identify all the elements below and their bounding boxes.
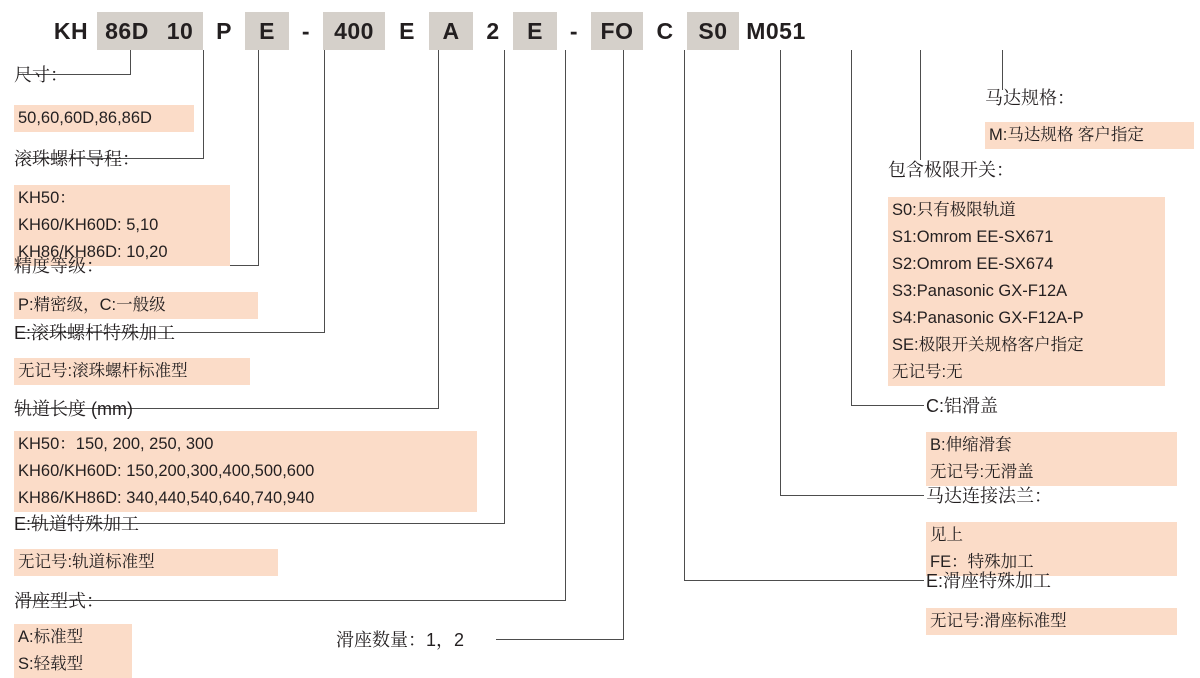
- callout-limit-switch-value-0: S0:只有极限轨道: [888, 197, 1165, 224]
- callout-limit-switch-value-5: SE:极限开关规格客户指定: [888, 332, 1165, 359]
- callout-motor-flange-heading: 马达连接法兰：: [926, 486, 1052, 506]
- callout-rail-length-value-2: KH86/KH86D: 340,440,540,640,740,940: [14, 485, 477, 512]
- leader-line-screw-special-v: [324, 50, 325, 332]
- leader-line-limit-switch-v: [920, 50, 921, 160]
- callout-screw-special-value-0: 无记号:滚珠螺杆标准型: [14, 358, 250, 385]
- callout-slider-count-heading: 滑座数量：1，2: [336, 630, 465, 650]
- callout-slider-special-value-0: 无记号:滑座标准型: [926, 608, 1177, 635]
- leader-line-slider-count-v: [623, 50, 624, 639]
- code-cell-10: E: [513, 12, 557, 50]
- code-cell-2: 10: [157, 12, 203, 50]
- callout-size-value-0: 50,60,60D,86,86D: [14, 105, 194, 132]
- leader-line-motor-flange-v: [780, 50, 781, 495]
- callout-cover-heading: C:铝滑盖: [926, 396, 998, 416]
- leader-line-slider-special-h: [684, 580, 924, 581]
- code-cell-15: M051: [739, 12, 813, 50]
- code-cell-14: S0: [687, 12, 739, 50]
- callout-slider-type-value-0: A:标准型: [14, 624, 132, 651]
- leader-line-motor-flange-h: [780, 495, 924, 496]
- leader-line-slider-type-v: [565, 50, 566, 600]
- callout-limit-switch-value-3: S3:Panasonic GX-F12A: [888, 278, 1165, 305]
- callout-rail-special-value-0: 无记号:轨道标准型: [14, 549, 278, 576]
- leader-line-accuracy-v: [258, 50, 259, 265]
- callout-slider-special-heading: E:滑座特殊加工: [926, 571, 1052, 591]
- part-number-code-bar: [45, 12, 813, 50]
- callout-screw-special-heading: E:滚珠螺杆特殊加工: [14, 323, 176, 343]
- callout-rail-length-value-1: KH60/KH60D: 150,200,300,400,500,600: [14, 458, 477, 485]
- code-cell-8: A: [429, 12, 473, 50]
- callout-lead-value-1: KH60/KH60D: 5,10: [14, 212, 230, 239]
- callout-limit-switch-value-2: S2:Omrom EE-SX674: [888, 251, 1165, 278]
- leader-line-cover-h: [851, 405, 924, 406]
- callout-motor-spec-heading: 马达规格：: [985, 88, 1075, 108]
- callout-rail-length-heading: 轨道长度 (mm): [14, 399, 133, 419]
- code-cell-3: P: [203, 12, 245, 50]
- leader-line-slider-count-h: [496, 639, 624, 640]
- code-cell-1: 86D: [97, 12, 157, 50]
- callout-limit-switch-value-1: S1:Omrom EE-SX671: [888, 224, 1165, 251]
- code-cell-4: E: [245, 12, 289, 50]
- callout-rail-special-heading: E:轨道特殊加工: [14, 514, 140, 534]
- leader-line-size-v: [130, 50, 131, 74]
- leader-line-cover-v: [851, 50, 852, 405]
- leader-line-lead-v: [203, 50, 204, 158]
- callout-slider-type-heading: 滑座型式：: [14, 591, 104, 611]
- callout-cover-value-0: B:伸缩滑套: [926, 432, 1177, 459]
- code-cell-6: 400: [323, 12, 385, 50]
- callout-lead-heading: 滚珠螺杆导程：: [14, 149, 140, 169]
- callout-size-heading: 尺寸：: [14, 65, 68, 85]
- callout-lead-value-0: KH50：: [14, 185, 230, 212]
- callout-lead-value-2: KH86/KH86D: 10,20: [14, 239, 230, 266]
- callout-limit-switch-value-4: S4:Panasonic GX-F12A-P: [888, 305, 1165, 332]
- code-cell-11: -: [557, 12, 591, 50]
- callout-cover-value-1: 无记号:无滑盖: [926, 459, 1177, 486]
- leader-line-rail-length-v: [438, 50, 439, 408]
- callout-slider-type-value-1: S:轻载型: [14, 651, 132, 678]
- callout-accuracy-heading: 精度等级：: [14, 256, 104, 276]
- leader-line-slider-special-v: [684, 50, 685, 580]
- code-cell-12: FO: [591, 12, 643, 50]
- callout-limit-switch-value-6: 无记号:无: [888, 359, 1165, 386]
- code-cell-7: E: [385, 12, 429, 50]
- callout-motor-spec-value-0: M:马达规格 客户指定: [985, 122, 1194, 149]
- code-cell-0: KH: [45, 12, 97, 50]
- leader-line-rail-special-v: [504, 50, 505, 523]
- callout-accuracy-value-0: P:精密级，C:一般级: [14, 292, 258, 319]
- callout-rail-length-value-0: KH50：150, 200, 250, 300: [14, 431, 477, 458]
- code-cell-5: -: [289, 12, 323, 50]
- code-cell-13: C: [643, 12, 687, 50]
- callout-motor-flange-value-0: 见上: [926, 522, 1177, 549]
- callout-motor-flange-value-1: FE：特殊加工: [926, 549, 1177, 576]
- leader-line-motor-spec-v: [1002, 50, 1003, 90]
- code-cell-9: 2: [473, 12, 513, 50]
- callout-limit-switch-heading: 包含极限开关：: [888, 160, 1014, 180]
